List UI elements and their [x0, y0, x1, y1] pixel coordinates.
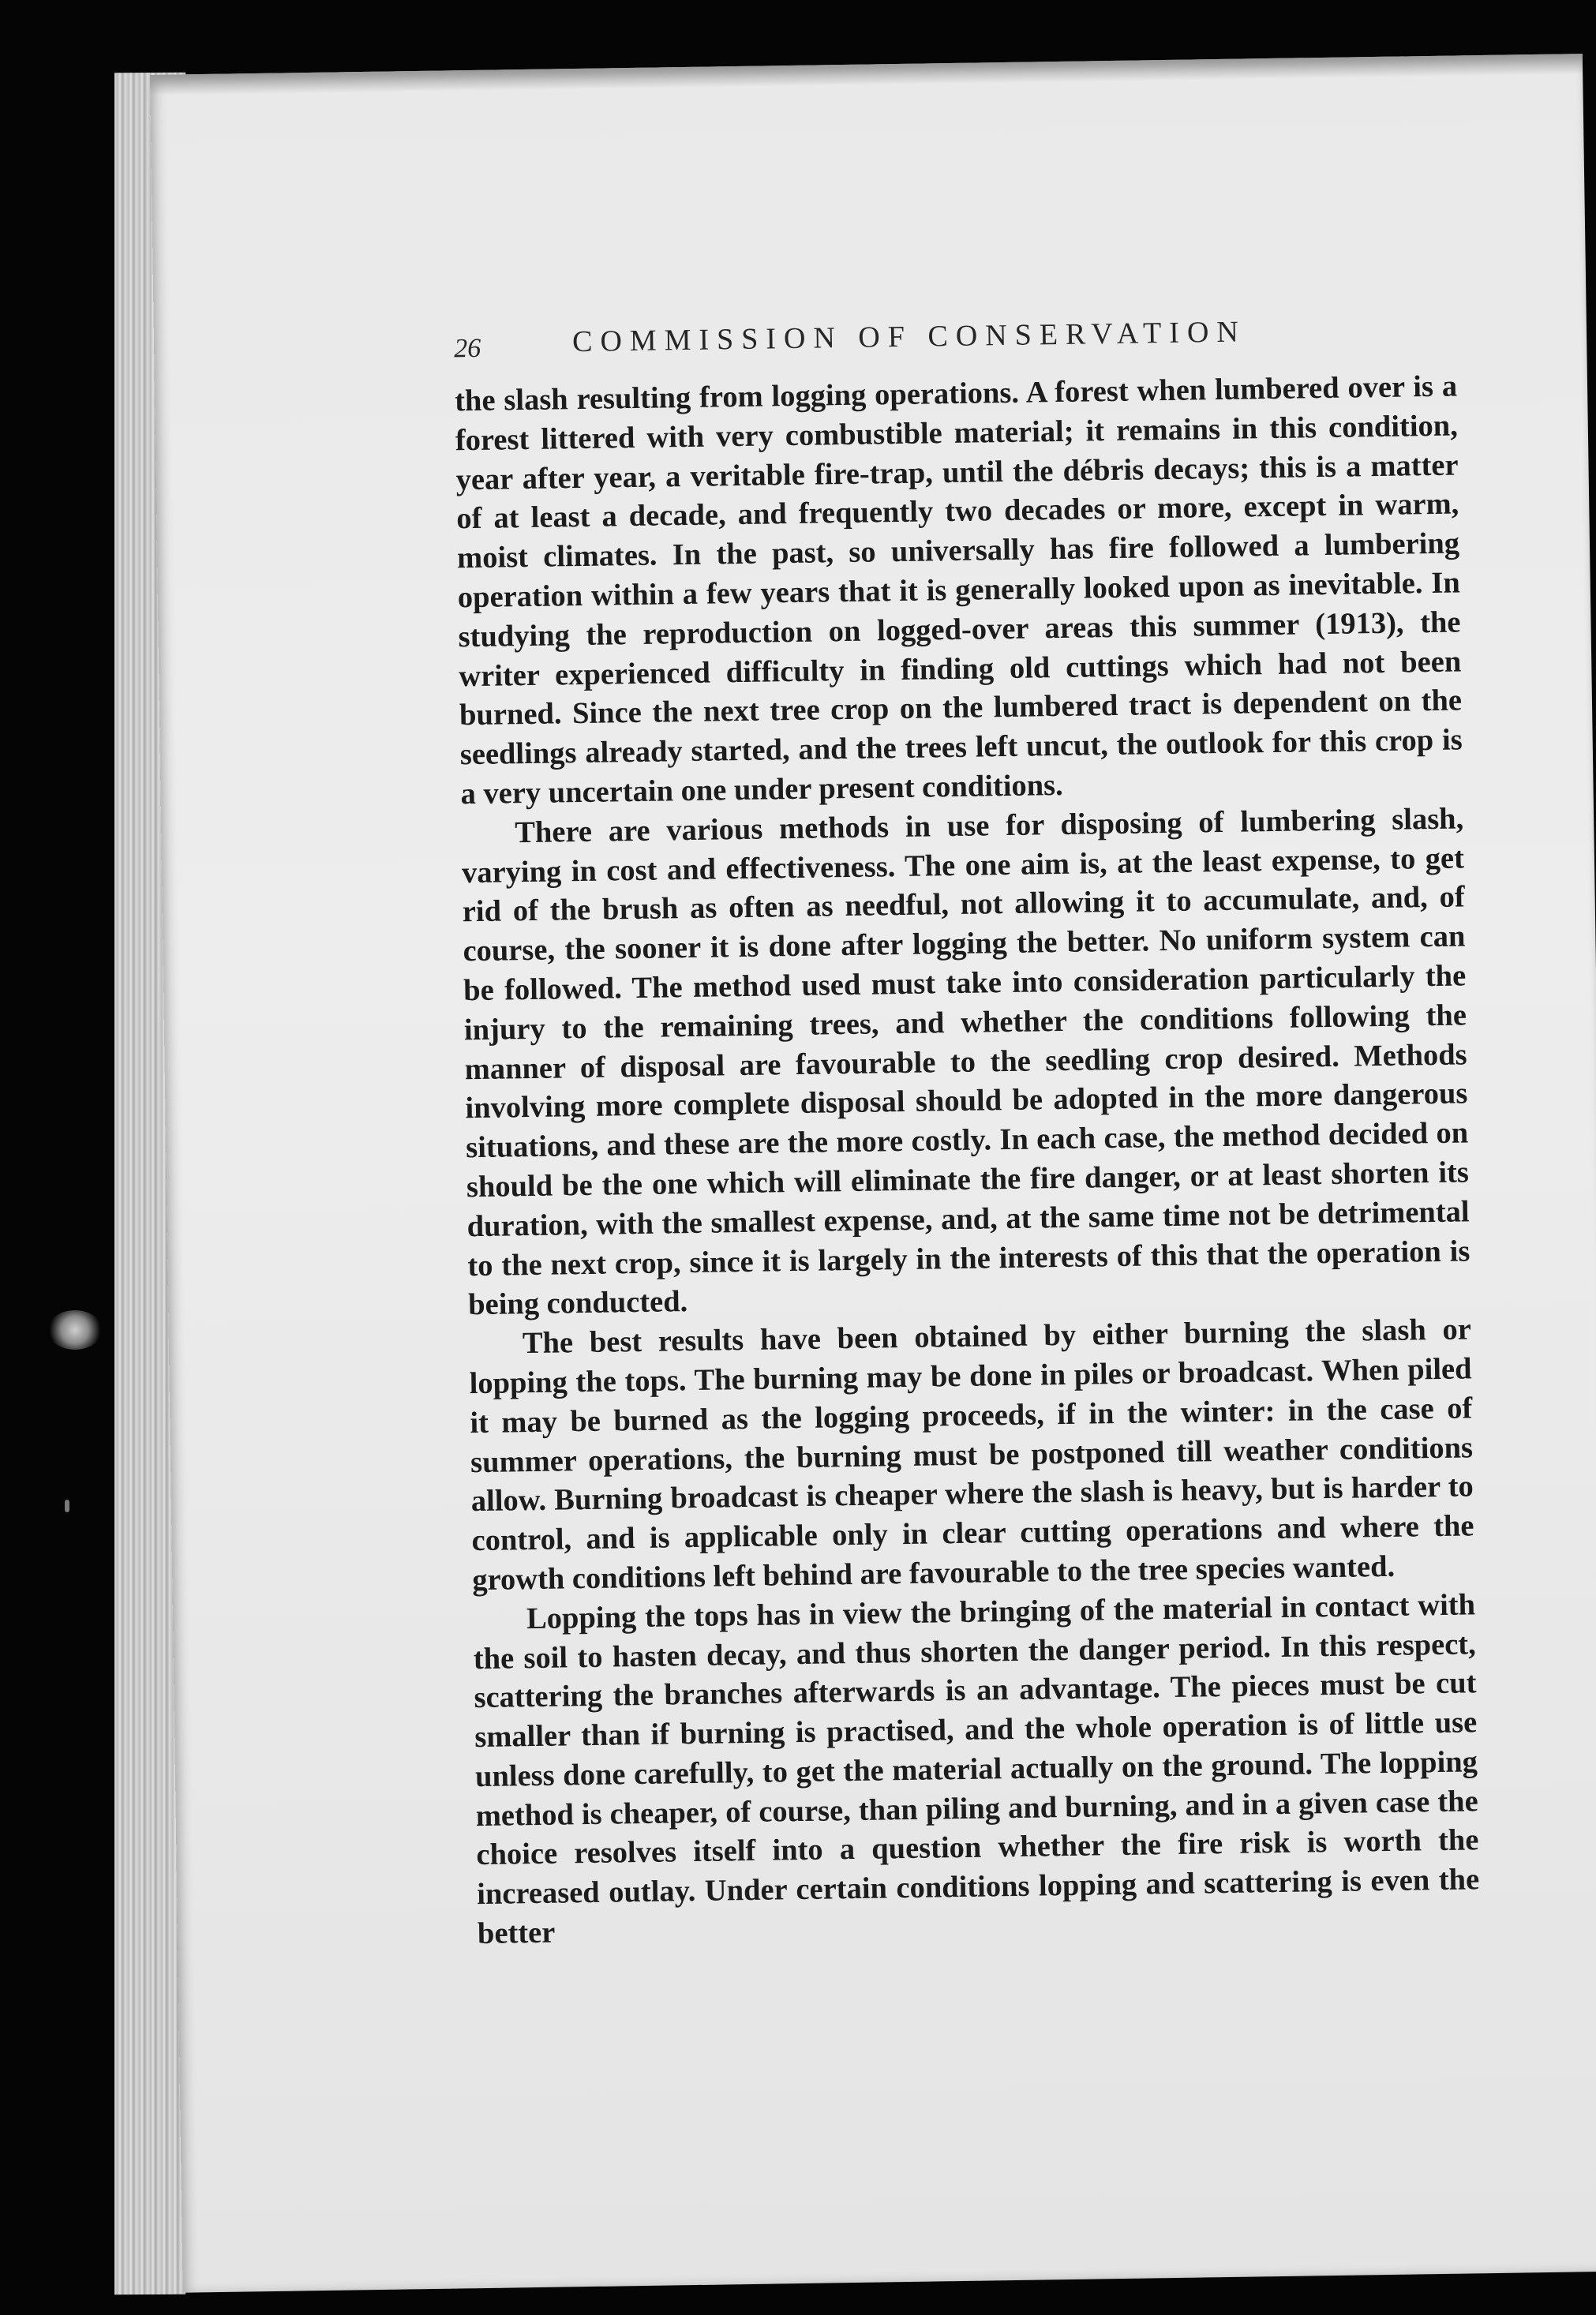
body-text	[455, 367, 1480, 1954]
paragraph: Lopping the tops has in view the bringing of the material in contact with the soil to hasten decay, and thus shorten the danger period. In this respect, scattering the branches afterwards is an advantage. The pieces must be cut smaller than if burning is practised, and the whole operation is of little use unless done carefully, to get the material actually on the ground. The lopping method is cheaper, of course, than piling and burning, and in a given case the choice resolves itself into a question whether the fire risk is worth the increased outlay. Under certain conditions lopping and scattering is even the better	[473, 1588, 1480, 1951]
scan-mark	[65, 1500, 69, 1512]
paragraph: There are various methods in use for disposing of lumbering slash, varying in cost and effectiveness. The one aim is, at the least expense, to get rid of the brush as often as needful, not allowing it to accumulate, and, of course, the sooner it is done after logging the better. No uniform system can be followed. The method used must take into consideration particularly the injury to the remaining trees, and whether the conditions following the manner of disposal are favourable to the seedling crop desired. Methods involving more complete disposal should be adopted in the more dangerous situations, and these are the more costly. In each case, the method decided on should be the one which will eliminate the fire danger, or at least shorten its duration, with the smallest expense, and, at the same time not be detrimental to the next crop, since it is largely in the interests of this that the operation is being conducted.	[461, 802, 1470, 1322]
book-page	[150, 54, 1596, 2293]
paragraph: The best results have been obtained by either burning the slash or lopping the tops. The burning may be done in piles or broadcast. When piled it may be burned as the logging proceeds, if in the winter: in the case of summer operations, the burning must be postponed till weather conditions allow. Burning broadcast is cheaper where the slash is heavy, but is harder to control, and is applicable only in clear cutting operations and where the growth conditions left behind are favourable to the tree species wanted.	[469, 1313, 1474, 1598]
running-head: COMMISSION OF CONSERVATION	[571, 315, 1247, 359]
page-top-shadow	[150, 54, 1583, 96]
page-header	[454, 309, 1433, 370]
paragraph: the slash resulting from logging operations. A forest when lumbered over is a forest littered with very combustible material; it remains in this condition, year after year, a veritable fire-trap, until the débris decays; this is a matter of at least a decade, and frequently two decades or more, except in warm, moist climates. In the past, so universally has fire followed a lumbering operation within a few years that it is generally looked upon as inevitable. In studying the reproduction on logged-over areas this summer (1913), the writer experienced difficulty in finding old cuttings which had not been burned. Since the next tree crop on the lumbered tract is dependent on the seedlings already started, and the trees left uncut, the outlook for this crop is a very uncertain one under present conditions.	[454, 369, 1463, 811]
scan-smudge	[47, 1310, 103, 1350]
page-number: 26	[453, 333, 481, 364]
